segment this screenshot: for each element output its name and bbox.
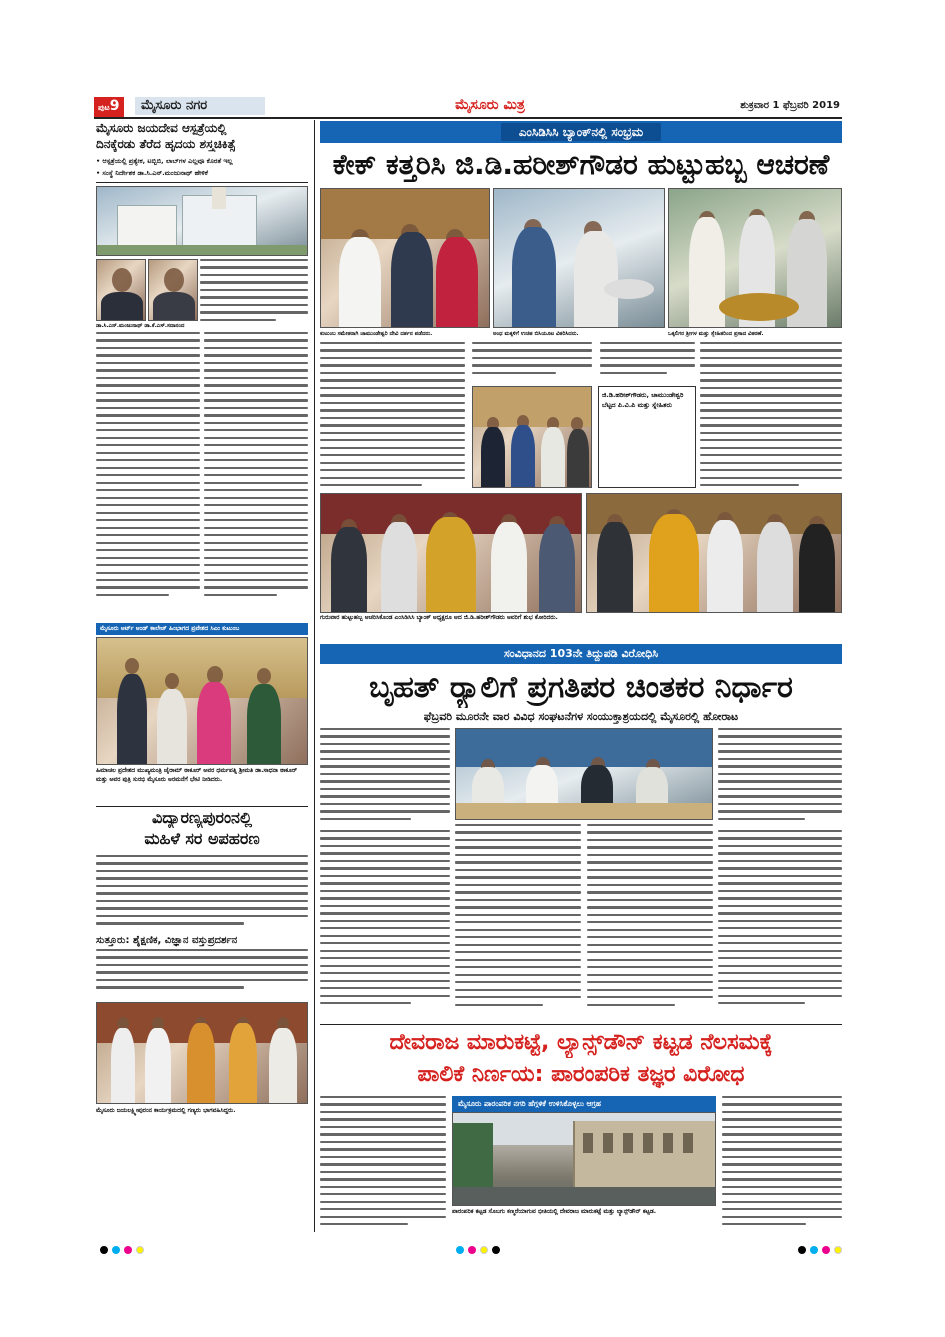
devaraja-market-caption: ಪಾರಂಪರಿಕ ಕಟ್ಟಡ ಸೊಬಗು ಕಣ್ಮರೆಯಾಗುವ ಭೀತಿಯಲ್ಲಿ ದೇವರಾಜ ಮಾರುಕಟ್ಟೆ ಮತ್ತು ಲ್ಯಾನ್ಸ್‌ಡೌನ್ ಕಟ್ಟಡ. xyxy=(452,1208,656,1215)
left-story-2-subhead: ಸುತ್ತೂರು: ಶೈಕ್ಷಣಿಕ, ವಿಜ್ಞಾನ ವಸ್ತುಪ್ರದರ್ಶನ xyxy=(96,935,238,946)
devaraja-market-photo xyxy=(452,1112,716,1206)
side-caption: ಜಿ.ಡಿ.ಹರೀಶ್‌ಗೌಡರು, ಚಾಮುಂಡೇಶ್ವರಿ ಬೆಟ್ಟದ ಪಿ.ವಿ.ಪಿ ಮತ್ತು ಸ್ನೇಹಿತರು xyxy=(602,391,684,409)
registration-mark xyxy=(100,1246,108,1254)
story-text-block xyxy=(455,824,581,1020)
registration-mark xyxy=(480,1246,488,1254)
left-story-2-headline-1: ವಿದ್ಯಾರಣ್ಯಪುರಂನಲ್ಲಿ xyxy=(151,808,253,827)
left-story-1-bullet-2: • ಸಂಸ್ಥೆ ನಿರ್ದೇಶಕ ಡಾ.ಸಿ.ಎನ್.ಮಂಜುನಾಥ್ ಹೇಳಿಕೆ xyxy=(96,169,208,177)
rule xyxy=(96,806,308,807)
story-text-block xyxy=(600,342,695,382)
suttur-caption: ಮೈಸೂರು ಜಯಲಕ್ಷ್ಮೀಪುರಂನ ಕಾರ್ಯಕ್ರಮದಲ್ಲಿ ಗಣ್ಯರು ಭಾಗವಹಿಸಿದ್ದರು. xyxy=(96,1107,236,1114)
registration-mark xyxy=(834,1246,842,1254)
story-text-block xyxy=(722,1096,842,1236)
story-text-block xyxy=(472,342,592,382)
temple-visit-photo xyxy=(320,188,490,328)
middle-story-banner xyxy=(320,644,842,664)
side-caption-box xyxy=(598,386,696,488)
middle-story-headline: ಬೃಹತ್ ರ್‍ಯಾಲಿಗೆ ಪ್ರಗತಿಪರ ಚಿಂತಕರ ನಿರ್ಧಾರ xyxy=(369,670,793,705)
header-rule xyxy=(94,117,842,119)
cm-family-caption: ಹಿಮಾಚಲ ಪ್ರದೇಶದ ಮುಖ್ಯಮಂತ್ರಿ ಜೈರಾಮ್ ಠಾಕೂರ್ ಅವರ ಧರ್ಮಪತ್ನಿ ಶ್ರೀಮತಿ ಡಾ.ಸಾಧನಾ ಠಾಕೂರ್ ಮತ್ತು ಅವರ ಪುತ್ರಿ ಸುರಭಿ ಮೈಸೂರು ಅರಮನೆಗೆ ಭೇಟಿ ನೀಡಿದರು. xyxy=(96,767,298,783)
registration-mark xyxy=(136,1246,144,1254)
bottom-story-headline-2: ಪಾಲಿಕೆ ನಿರ್ಣಯ: ಪಾರಂಪರಿಕ ತಜ್ಞರ ವಿರೋಧ xyxy=(417,1062,745,1087)
story-text-block xyxy=(320,728,450,828)
caption-food: ಅಂಧ ಮಕ್ಕಳಿಗೆ ಉಚಿತ ಬಿಸಿಯೂಟ ವಿತರಿಸಿದರು. xyxy=(493,331,579,337)
issue-date: ಶುಕ್ರವಾರ 1 ಫೆಬ್ರವರಿ 2019 xyxy=(740,100,840,111)
story-text-block xyxy=(700,342,842,492)
garland-photo-left xyxy=(320,493,582,613)
story-text-block xyxy=(96,855,308,933)
bottom-photo-banner: ಮೈಸೂರು ಪಾರಂಪರಿಕ ನಗರಿ ಹೆಗ್ಗಳಿಕೆ ಉಳಿಸಿಕೊಳ್ಳಲು ಆಗ್ರಹ xyxy=(452,1096,716,1112)
registration-mark xyxy=(822,1246,830,1254)
middle-story-banner-text: ಸಂವಿಧಾನದ 103ನೇ ತಿದ್ದುಪಡಿ ವಿರೋಧಿಸಿ xyxy=(503,647,659,660)
left-story-2-headline-2: ಮಹಿಳೆ ಸರ ಅಪಹರಣ xyxy=(144,829,260,848)
top-story-banner xyxy=(320,121,842,143)
garland-photo-right xyxy=(586,493,842,613)
left-tagline: ಮೈಸೂರು ಆರ್ಟ್ ಆಂಡ್ ಕಾಲೇಜ್ ಹಿಂಭಾಗದ ಪ್ರವೇಶದ ಸಿಎಂ ಕುಟುಂಬ xyxy=(96,623,308,635)
page-number-badge xyxy=(94,97,124,117)
doctor-photo-1 xyxy=(96,259,146,321)
cm-family-visit-photo xyxy=(96,637,308,765)
story-text-block xyxy=(587,824,713,1020)
registration-mark xyxy=(112,1246,120,1254)
story-text-block xyxy=(96,332,200,614)
press-meet-photo xyxy=(455,728,713,820)
registration-mark xyxy=(492,1246,500,1254)
story-text-block xyxy=(320,1096,446,1236)
left-story-1-headline-2: ದಿನಕ್ಕೆರಡು ತೆರೆದ ಹೃದಯ ಶಸ್ತ್ರಚಿಕಿತ್ಸೆ xyxy=(96,137,236,151)
food-distribution-photo xyxy=(493,188,665,328)
section-title: ಮೈಸೂರು ನಗರ xyxy=(135,97,265,115)
middle-story-subhead: ಫೆಬ್ರವರಿ ಮೂರನೇ ವಾರ ವಿವಿಧ ಸಂಘಟನೆಗಳ ಸಂಯುಕ್ತಾಶ್ರಯದಲ್ಲಿ ಮೈಸೂರಲ್ಲಿ ಹೋರಾಟ xyxy=(423,710,739,723)
doctors-caption: ಡಾ.ಸಿ.ಎನ್.ಮಂಜುನಾಥ್ ಡಾ.ಕೆ.ಎಸ್.ಸದಾನಂದ xyxy=(96,323,185,329)
group-photo-small xyxy=(472,386,592,488)
story-text-block xyxy=(718,830,842,1020)
story-text-block xyxy=(200,259,308,329)
left-story-1-bullet-1: • ಆಸ್ಪತ್ರೆಯಲ್ಲಿ ಪ್ರತ್ಯೇಕ, ಟಬ್ಬಿಬಿ, ಲಾಬ್‌ಗಳ ಎಲ್ಲವೂ ಕೊರತೆ ಇಲ್ಲ xyxy=(96,157,233,165)
masthead-logo: ಮೈಸೂರು ಮಿತ್ರ xyxy=(455,97,525,113)
top-story-bottom-caption: ಗುರುವಾರ ಹುಟ್ಟುಹಬ್ಬ ಆಚರಿಸಿಕೊಂಡ ಎಂಸಿಡಿಸಿಸಿ ಬ್ಯಾಂಕ್ ಅಧ್ಯಕ್ಷರೂ ಆದ ಜಿ.ಡಿ.ಹರೀಶ್‌ಗೌಡರು ಅವರಿಗೆ ಶುಭ ಕೋರಿದರು. xyxy=(320,614,558,621)
story-text-block xyxy=(320,342,465,492)
page-prefix: ಪುಟ xyxy=(98,103,110,112)
column-rule xyxy=(314,120,315,1232)
bottom-story-headline-1: ದೇವರಾಜ ಮಾರುಕಟ್ಟೆ, ಲ್ಯಾನ್ಸ್‌ಡೌನ್ ಕಟ್ಟಡ ನೆಲಸಮಕ್ಕೆ xyxy=(389,1030,773,1055)
story-text-block xyxy=(96,949,308,999)
registration-mark xyxy=(124,1246,132,1254)
prasad-distribution-photo xyxy=(668,188,842,328)
doctor-photo-2 xyxy=(148,259,198,321)
story-text-block xyxy=(204,332,308,614)
story-text-block xyxy=(718,728,842,828)
registration-mark xyxy=(468,1246,476,1254)
jayadeva-hospital-photo xyxy=(96,186,308,256)
left-story-1-headline-1: ಮೈಸೂರು ಜಯದೇವ ಆಸ್ಪತ್ರೆಯಲ್ಲಿ xyxy=(96,121,227,135)
suttur-event-photo xyxy=(96,1002,308,1104)
rule xyxy=(320,1024,842,1025)
registration-mark xyxy=(456,1246,464,1254)
caption-prasad: ಒಕ್ಕಲಿಗರ ಶ್ರೀಗಳ ಮತ್ತು ಸ್ನೇಹಿತರಿಂದ ಪ್ರಸಾದ ವಿತರಣೆ. xyxy=(668,331,764,337)
story-text-block xyxy=(320,830,450,1020)
top-story-banner-text: ಎಂಸಿಡಿಸಿಸಿ ಬ್ಯಾಂಕ್‌ನಲ್ಲಿ ಸಂಭ್ರಮ xyxy=(501,123,661,141)
top-story-headline: ಕೇಕ್ ಕತ್ತರಿಸಿ ಜಿ.ಡಿ.ಹರೀಶ್‌ಗೌಡರ ಹುಟ್ಟುಹಬ್ಬ ಆಚರಣೆ xyxy=(332,148,830,181)
registration-mark xyxy=(810,1246,818,1254)
page-number: 9 xyxy=(109,98,120,114)
rule xyxy=(96,182,308,183)
caption-temple: ಕುಟುಂಬ ಸಮೇತರಾಗಿ ಚಾಮುಂಡೇಶ್ವರಿ ದೇವಿ ದರ್ಶನ ಪಡೆದರು. xyxy=(320,331,433,337)
registration-mark xyxy=(798,1246,806,1254)
